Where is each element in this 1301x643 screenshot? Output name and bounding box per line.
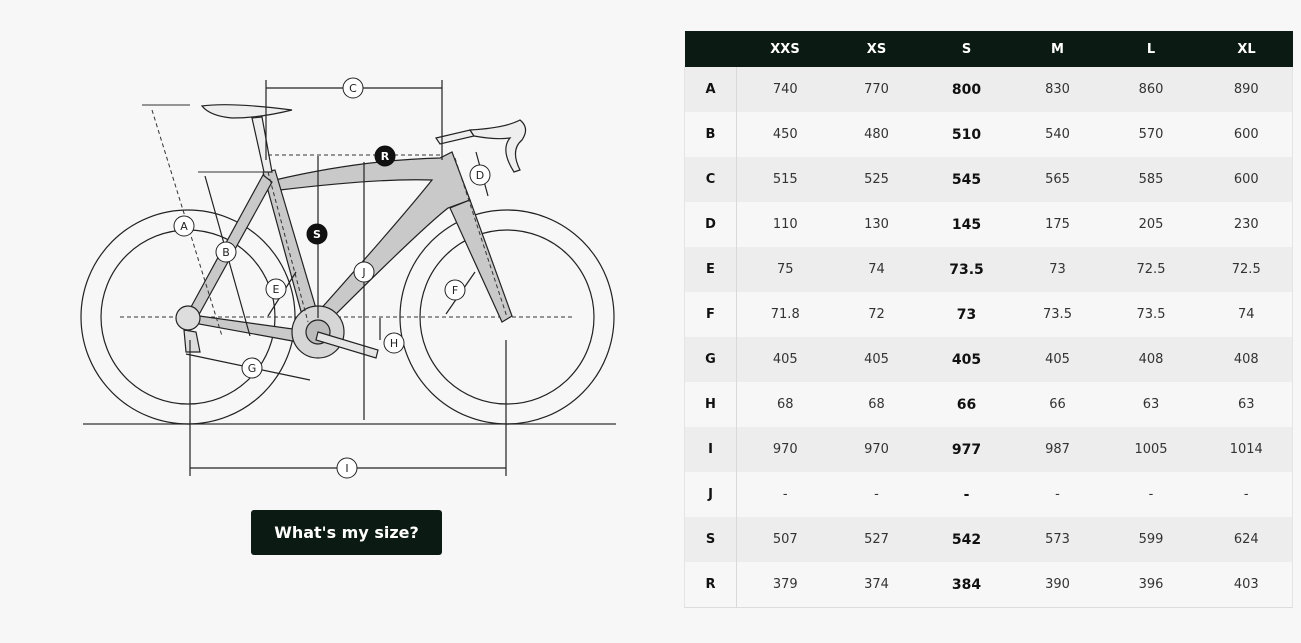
table-cell: 405 — [834, 337, 920, 382]
table-cell: 1014 — [1201, 427, 1293, 472]
table-cell: 977 — [920, 427, 1014, 472]
table-cell: 970 — [834, 427, 920, 472]
row-label: I — [685, 427, 737, 472]
size-header: XS — [834, 31, 920, 67]
table-cell: 68 — [737, 382, 834, 427]
svg-text:H: H — [389, 337, 399, 350]
table-row — [685, 562, 1293, 608]
table-cell: 384 — [920, 562, 1014, 608]
table-cell: 379 — [737, 562, 834, 608]
table-cell: 540 — [1014, 112, 1102, 157]
row-label: F — [685, 292, 737, 337]
table-cell: - — [920, 472, 1014, 517]
svg-text:S: S — [313, 228, 321, 241]
label-h-marker — [384, 333, 404, 353]
table-cell: 545 — [920, 157, 1014, 202]
table-cell: 408 — [1201, 337, 1293, 382]
table-cell: 515 — [737, 157, 834, 202]
label-j-marker — [354, 262, 374, 282]
table-cell: 230 — [1201, 202, 1293, 247]
table-cell: 585 — [1102, 157, 1201, 202]
size-header: M — [1014, 31, 1102, 67]
table-cell: 403 — [1201, 562, 1293, 608]
table-cell: 450 — [737, 112, 834, 157]
table-cell: 1005 — [1102, 427, 1201, 472]
svg-text:A: A — [180, 220, 188, 233]
table-cell: 63 — [1102, 382, 1201, 427]
table-cell: 130 — [834, 202, 920, 247]
table-row — [685, 382, 1293, 427]
row-label: R — [685, 562, 737, 608]
table-cell: 405 — [1014, 337, 1102, 382]
table-cell: 405 — [737, 337, 834, 382]
table-cell: 565 — [1014, 157, 1102, 202]
label-c-marker — [343, 78, 363, 98]
table-cell: 72.5 — [1201, 247, 1293, 292]
table-cell: 68 — [834, 382, 920, 427]
row-label: B — [685, 112, 737, 157]
table-row — [685, 472, 1293, 517]
table-header-row — [685, 31, 1293, 67]
table-cell: 73.5 — [1102, 292, 1201, 337]
table-row — [685, 202, 1293, 247]
table-cell: - — [1201, 472, 1293, 517]
svg-text:E: E — [272, 283, 280, 296]
table-row — [685, 67, 1293, 112]
table-cell: 527 — [834, 517, 920, 562]
label-a-marker — [174, 216, 194, 236]
table-cell: 71.8 — [737, 292, 834, 337]
size-header: XL — [1201, 31, 1293, 67]
table-cell: 74 — [834, 247, 920, 292]
table-cell: 987 — [1014, 427, 1102, 472]
table-cell: 66 — [1014, 382, 1102, 427]
table-cell: 542 — [920, 517, 1014, 562]
table-row — [685, 517, 1293, 562]
table-cell: 800 — [920, 67, 1014, 112]
table-row — [685, 337, 1293, 382]
size-header: L — [1102, 31, 1201, 67]
table-cell: 624 — [1201, 517, 1293, 562]
row-label: H — [685, 382, 737, 427]
svg-text:R: R — [380, 150, 390, 163]
row-label: S — [685, 517, 737, 562]
table-cell: 573 — [1014, 517, 1102, 562]
svg-text:G: G — [247, 362, 257, 375]
whats-my-size-button[interactable]: What's my size? — [251, 510, 442, 555]
label-g-marker — [242, 358, 262, 378]
table-cell: 507 — [737, 517, 834, 562]
table-cell: 390 — [1014, 562, 1102, 608]
svg-text:D: D — [475, 169, 485, 182]
table-cell: 740 — [737, 67, 834, 112]
table-cell: 73 — [1014, 247, 1102, 292]
svg-text:B: B — [222, 246, 230, 259]
table-cell: - — [1014, 472, 1102, 517]
table-cell: 600 — [1201, 112, 1293, 157]
table-cell: 73 — [920, 292, 1014, 337]
table-cell: 830 — [1014, 67, 1102, 112]
table-cell: 396 — [1102, 562, 1201, 608]
table-cell: 770 — [834, 67, 920, 112]
table-cell: 63 — [1201, 382, 1293, 427]
svg-text:F: F — [451, 284, 459, 297]
label-r-marker — [375, 146, 395, 166]
table-cell: 860 — [1102, 67, 1201, 112]
table-cell: 525 — [834, 157, 920, 202]
table-cell: 110 — [737, 202, 834, 247]
table-cell: 890 — [1201, 67, 1293, 112]
table-cell: 73.5 — [920, 247, 1014, 292]
table-cell: 73.5 — [1014, 292, 1102, 337]
table-cell: 145 — [920, 202, 1014, 247]
row-label: A — [685, 67, 737, 112]
table-cell: 66 — [920, 382, 1014, 427]
label-b-marker — [216, 242, 236, 262]
table-row — [685, 112, 1293, 157]
table-cell: 75 — [737, 247, 834, 292]
bike-frame — [176, 105, 526, 358]
table-cell: 970 — [737, 427, 834, 472]
table-cell: 205 — [1102, 202, 1201, 247]
table-cell: 72 — [834, 292, 920, 337]
table-cell: 599 — [1102, 517, 1201, 562]
label-f-marker — [445, 280, 465, 300]
table-cell: 600 — [1201, 157, 1293, 202]
table-cell: 74 — [1201, 292, 1293, 337]
size-header: XXS — [737, 31, 834, 67]
bike-geometry-diagram — [60, 60, 640, 490]
row-label: C — [685, 157, 737, 202]
table-row — [685, 427, 1293, 472]
header-corner — [685, 31, 737, 67]
table-row — [685, 157, 1293, 202]
table-cell: 408 — [1102, 337, 1201, 382]
table-cell: 72.5 — [1102, 247, 1201, 292]
geometry-table — [684, 31, 1293, 608]
table-cell: 480 — [834, 112, 920, 157]
row-label: D — [685, 202, 737, 247]
table-cell: - — [737, 472, 834, 517]
table-row — [685, 247, 1293, 292]
label-s-marker — [307, 224, 327, 244]
label-d-marker — [470, 165, 490, 185]
table-cell: 570 — [1102, 112, 1201, 157]
label-i-marker — [337, 458, 357, 478]
table-cell: 405 — [920, 337, 1014, 382]
svg-text:C: C — [349, 82, 357, 95]
svg-text:I: I — [345, 462, 349, 475]
row-label: E — [685, 247, 737, 292]
table-cell: 510 — [920, 112, 1014, 157]
label-e-marker — [266, 279, 286, 299]
size-header: S — [920, 31, 1014, 67]
table-cell: 374 — [834, 562, 920, 608]
table-cell: - — [834, 472, 920, 517]
table-cell: - — [1102, 472, 1201, 517]
table-row — [685, 292, 1293, 337]
row-label: G — [685, 337, 737, 382]
svg-text:J: J — [362, 266, 366, 279]
row-label: J — [685, 472, 737, 517]
table-cell: 175 — [1014, 202, 1102, 247]
